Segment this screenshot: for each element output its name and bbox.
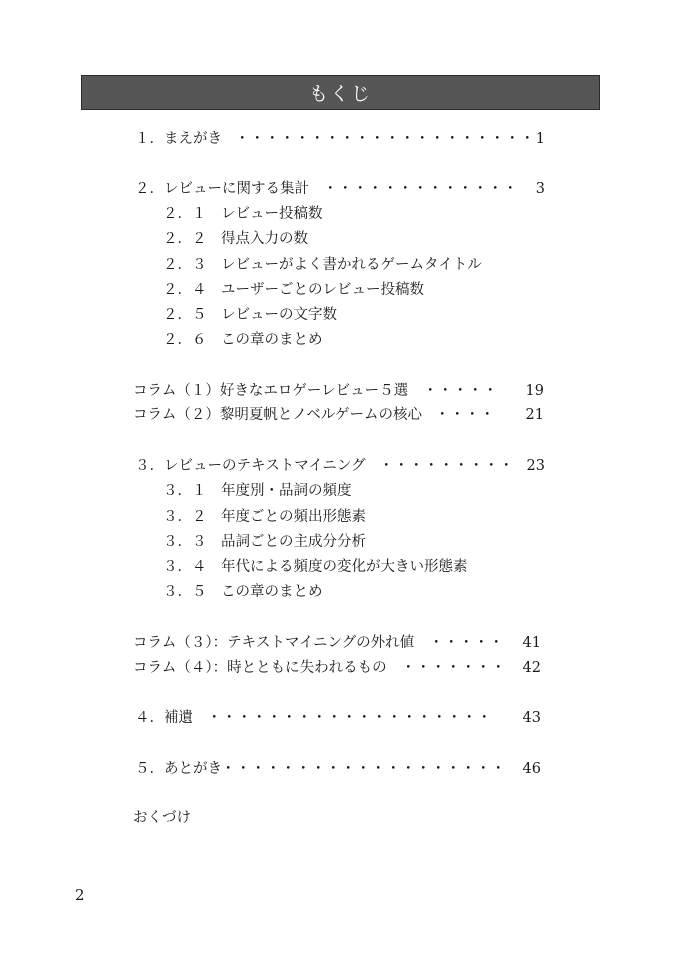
toc-entry-title: ５．あとがき <box>135 761 222 777</box>
toc-subentry-title: ３．４ 年代による頻度の変化が大きい形態素 <box>163 559 468 575</box>
toc-entry[interactable] <box>135 179 555 199</box>
toc-subentry-title: ２．１ レビュー投稿数 <box>163 206 323 222</box>
toc-entry-page: 19 <box>525 383 544 399</box>
toc-entry-page: 21 <box>525 407 544 423</box>
toc-subentry-title: ３．３ 品詞ごとの主成分分析 <box>163 534 366 550</box>
toc-entry-page: 23 <box>526 458 545 474</box>
toc-title: もくじ <box>308 83 372 105</box>
toc-subentry-title: ２．６ この章のまとめ <box>163 332 323 348</box>
toc-subentry-title: ２．２ 得点入力の数 <box>163 231 308 247</box>
toc-entry-title: ４．補遺 <box>135 710 193 726</box>
toc-entry-title: ３．レビューのテキストマイニング <box>135 458 366 474</box>
toc-subentry-title: ３．５ この章のまとめ <box>163 584 323 600</box>
toc-subentry-title: ２．４ ユーザーごとのレビュー投稿数 <box>163 282 424 298</box>
toc-leader-dots: ・・・・・・・・・ <box>379 458 514 474</box>
toc-leader-dots: ・・・・ <box>435 407 495 423</box>
toc-entry-title: コラム（３）：テキストマイニングの外れ値 <box>133 635 415 651</box>
toc-entry[interactable] <box>135 129 555 149</box>
toc-entry-page: 41 <box>522 635 541 651</box>
toc-entry[interactable] <box>135 456 555 476</box>
toc-leader-dots: ・・・・・・・・・・・・・ <box>323 181 518 197</box>
toc-entry-title: コラム（２）黎明夏帆とノベルゲームの核心 <box>133 407 422 423</box>
toc-subentry-title: ３．１ 年度別・品詞の頻度 <box>163 483 352 499</box>
toc-entry-page: 46 <box>522 761 541 777</box>
toc-leader-dots: ・・・・・・・・・・・・・・・・・・・・ <box>235 131 535 147</box>
toc-entry[interactable] <box>135 708 555 728</box>
toc-entry-title: おくづけ <box>133 810 191 826</box>
toc-column-entry[interactable] <box>133 633 553 653</box>
toc-title-bar <box>81 75 600 110</box>
toc-column-entry[interactable] <box>133 381 553 401</box>
toc-subentry-title: ３．２ 年度ごとの頻出形態素 <box>163 509 366 525</box>
toc-leader-dots: ・・・・・ <box>423 383 498 399</box>
toc-entry-title: コラム（１）好きなエロゲーレビュー５選 <box>133 383 409 399</box>
page-number: 2 <box>75 886 85 904</box>
toc-entry-title: １．まえがき <box>135 131 222 147</box>
toc-entry-page: 42 <box>522 660 541 676</box>
toc-entry-page: 43 <box>522 710 541 726</box>
toc-column-entry[interactable] <box>133 658 553 678</box>
toc-subentry-title: ２．５ レビューの文字数 <box>163 307 337 323</box>
toc-entry-page: 3 <box>535 181 545 197</box>
toc-entry[interactable] <box>135 759 555 779</box>
toc-entry-page: 1 <box>535 131 545 147</box>
toc-leader-dots: ・・・・・ <box>429 635 504 651</box>
toc-entry-title: ２．レビューに関する集計 <box>135 181 309 197</box>
toc-leader-dots: ・・・・・・・ <box>401 660 506 676</box>
toc-leader-dots: ・・・・・・・・・・・・・・・・・・・ <box>221 761 506 777</box>
toc-leader-dots: ・・・・・・・・・・・・・・・・・・・ <box>207 710 492 726</box>
toc-subentry-title: ２．３ レビューがよく書かれるゲームタイトル <box>163 257 482 273</box>
toc-entry-title: コラム（４）：時とともに失われるもの <box>133 660 387 676</box>
toc-column-entry[interactable] <box>133 405 553 425</box>
